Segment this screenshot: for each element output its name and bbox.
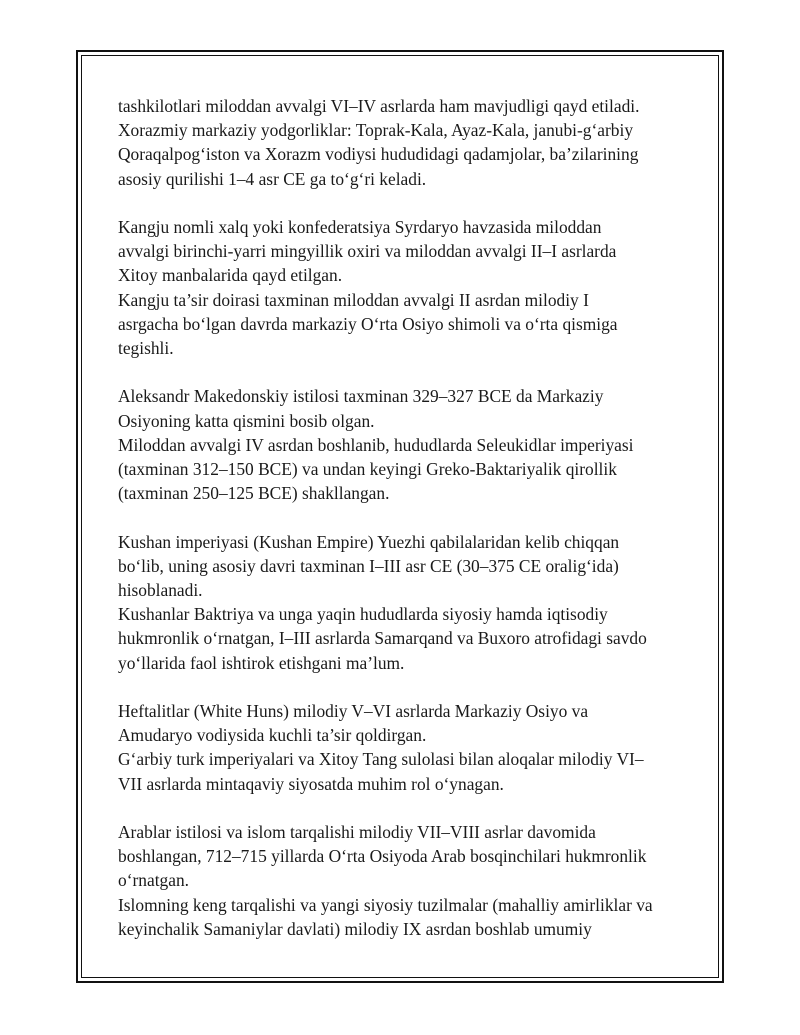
text-line: Aleksandr Makedonskiy istilosi taxminan 329–327 BCE da Markaziy <box>118 386 604 407</box>
text-line: Osiyoning katta qismini bosib olgan. <box>118 410 375 431</box>
text-line: boshlangan, 712–715 yillarda O‘rta Osiyoda Arab bosqinchilari hukmronlik <box>118 846 647 867</box>
text-line: G‘arbiy turk imperiyalari va Xitoy Tang sulolasi bilan aloqalar milodiy VI– <box>118 749 644 770</box>
text-line: Xitoy manbalarida qayd etilgan. <box>118 265 343 286</box>
text-line: Heftalitlar (White Huns) milodiy V–VI asrlarda Markaziy Osiyo va <box>118 701 589 722</box>
paragraph <box>118 820 698 941</box>
text-line: hukmronlik o‘rnatgan, I–III asrlarda Samarqand va Buxoro atrofidagi savdo <box>118 628 647 649</box>
paragraph <box>118 699 698 796</box>
text-line: tashkilotlari miloddan avvalgi VI–IV asrlarda ham mavjudligi qayd etiladi. <box>118 96 640 116</box>
text-line: tegishli. <box>118 338 174 359</box>
paragraph <box>118 215 698 360</box>
text-line: (taxminan 250–125 BCE) shakllangan. <box>118 483 390 504</box>
paragraph <box>118 94 698 191</box>
paragraph <box>118 530 698 675</box>
text-line: Amudaryo vodiysida kuchli ta’sir qoldirgan. <box>118 725 427 746</box>
text-line: Miloddan avvalgi IV asrdan boshlanib, hududlarda Seleukidlar imperiyasi <box>118 434 634 455</box>
text-line: Arablar istilosi va islom tarqalishi milodiy VII–VIII asrlar davomida <box>118 822 596 843</box>
text-line: Islomning keng tarqalishi va yangi siyosiy tuzilmalar (mahalliy amirliklar va <box>118 894 653 915</box>
text-line: Qoraqalpog‘iston va Xorazm vodiysi hududidagi qadamjolar, ba’zilarining <box>118 144 639 165</box>
paragraph <box>118 384 698 505</box>
text-line: asrgacha bo‘lgan davrda markaziy O‘rta Osiyo shimoli va o‘rta qismiga <box>118 313 618 334</box>
text-line: avvalgi birinchi-yarri mingyillik oxiri va miloddan avvalgi II–I asrlarda <box>118 241 617 262</box>
document-body <box>118 94 698 941</box>
text-line: Kangju nomli xalq yoki konfederatsiya Syrdaryo havzasida miloddan <box>118 217 602 237</box>
text-line: Xorazmiy markaziy yodgorliklar: Toprak-Kala, Ayaz-Kala, janubi-g‘arbiy <box>118 120 634 141</box>
text-line: hisoblanadi. <box>118 580 203 601</box>
text-line: Kangju ta’sir doirasi taxminan miloddan avvalgi II asrdan milodiy I <box>118 289 589 310</box>
text-line: Kushanlar Baktriya va unga yaqin hududlarda siyosiy hamda iqtisodiy <box>118 604 608 625</box>
text-line: (taxminan 312–150 BCE) va undan keyingi Greko-Baktariyalik qirollik <box>118 459 617 480</box>
text-line: VII asrlarda mintaqaviy siyosatda muhim rol o‘ynagan. <box>118 773 504 794</box>
text-line: keyinchalik Samaniylar davlati) milodiy IX asrdan boshlab umumiy <box>118 918 592 939</box>
text-line: Kushan imperiyasi (Kushan Empire) Yuezhi qabilalaridan kelib chiqqan <box>118 531 620 552</box>
text-line: asosiy qurilishi 1–4 asr CE ga to‘g‘ri keladi. <box>118 168 427 189</box>
text-line: o‘rnatgan. <box>118 870 189 891</box>
text-line: bo‘lib, uning asosiy davri taxminan I–III asr CE (30–375 CE oralig‘ida) <box>118 555 619 576</box>
text-line: yo‘llarida faol ishtirok etishgani ma’lum. <box>118 652 405 673</box>
